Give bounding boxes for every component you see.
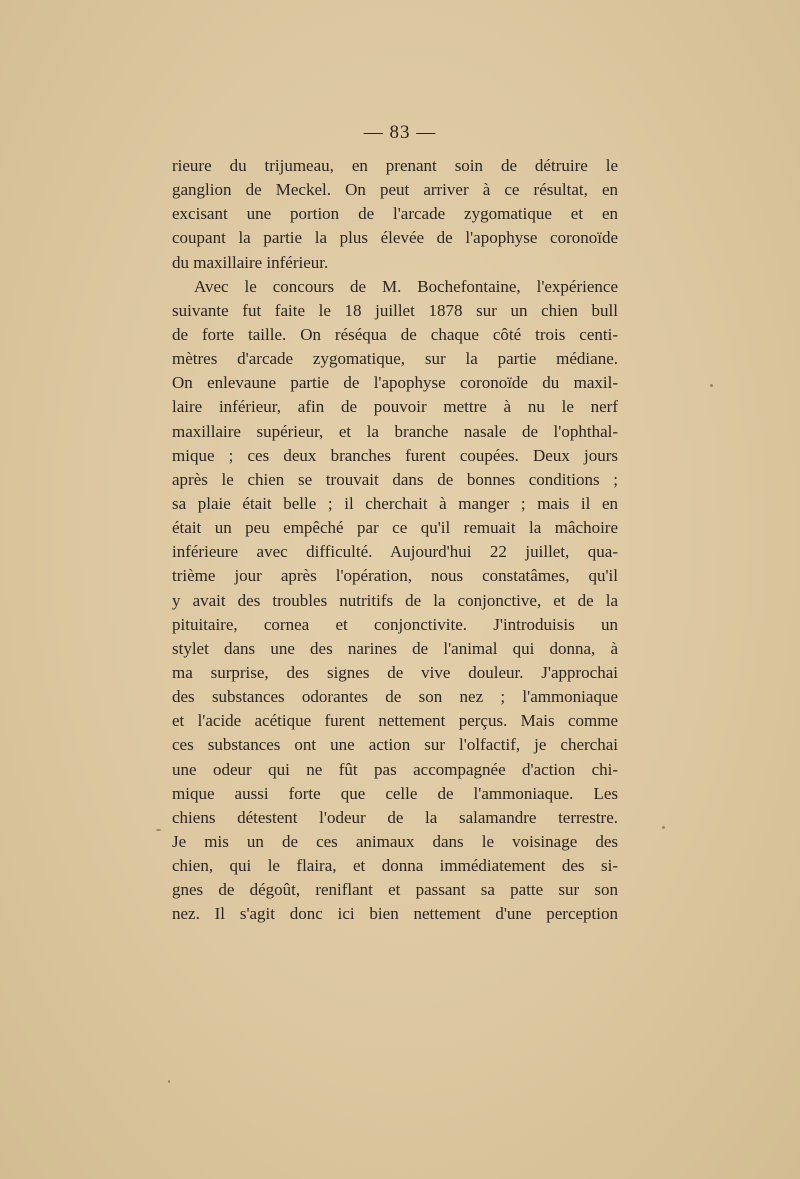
text-line: coupant la partie la plus élevée de l'apophyse coronoïde: [172, 228, 618, 248]
text-line: ces substances ont une action sur l'olfactif, je cherchai: [172, 735, 618, 755]
text-line: chien, qui le flaira, et donna immédiatement des si-: [172, 856, 618, 876]
text-line: Avec le concours de M. Bochefontaine, l'expérience: [194, 276, 618, 296]
text-line: de forte taille. On réséqua de chaque côté trois centi-: [172, 324, 618, 344]
text-line: ganglion de Meckel. On peut arriver à ce résultat, en: [172, 180, 618, 200]
page-number: — 83 —: [363, 122, 437, 143]
text-line: laire inférieur, afin de pouvoir mettre à nu le nerf: [172, 397, 618, 417]
text-line: trième jour après l'opération, nous constatâmes, qu'il: [172, 566, 618, 586]
text-line: Je mis un de ces animaux dans le voisinage des: [172, 831, 618, 851]
text-line: après le chien se trouvait dans de bonnes conditions ;: [172, 469, 618, 489]
text-line: du maxillaire inférieur.: [172, 252, 329, 272]
text-line: On enlevaune partie de l'apophyse coronoïde du maxil-: [172, 373, 618, 393]
text-line: était un peu empêché par ce qu'il remuait la mâchoire: [172, 518, 618, 538]
body-text: [172, 154, 618, 927]
text-line: chiens détestent l'odeur de la salamandre terrestre.: [172, 807, 618, 827]
text-line: pituitaire, cornea et conjonctivite. J'introduisis un: [172, 614, 618, 634]
text-line: nez. Il s'agit donc ici bien nettement d'une perception: [172, 904, 618, 924]
text-line: ma surprise, des signes de vive douleur. J'approchai: [172, 662, 618, 682]
text-line: mètres d'arcade zygomatique, sur la partie médiane.: [172, 349, 618, 369]
text-line: gnes de dégoût, reniflant et passant sa patte sur son: [172, 880, 618, 900]
text-line: y avait des troubles nutritifs de la conjonctive, et de la: [172, 590, 618, 610]
paper-speck: [662, 826, 665, 829]
text-line: mique ; ces deux branches furent coupées. Deux jours: [172, 445, 618, 465]
text-line: inférieure avec difficulté. Aujourd'hui 22 juillet, qua-: [172, 542, 618, 562]
text-line: suivante fut faite le 18 juillet 1878 sur un chien bull: [172, 300, 618, 320]
text-line: mique aussi forte que celle de l'ammoniaque. Les: [172, 783, 618, 803]
text-line: des substances odorantes de son nez ; l'ammoniaque: [172, 687, 618, 707]
text-line: et l'acide acétique furent nettement perçus. Mais comme: [172, 711, 618, 731]
paper-speck: [168, 1080, 170, 1083]
paper-speck: [710, 384, 713, 387]
text-line: stylet dans une des narines de l'animal qui donna, à: [172, 638, 618, 658]
paper-speck: [156, 829, 161, 831]
text-line: maxillaire supérieur, et la branche nasale de l'ophthal-: [172, 421, 618, 441]
text-line: excisant une portion de l'arcade zygomatique et en: [172, 204, 618, 224]
text-line: sa plaie était belle ; il cherchait à manger ; mais il en: [172, 493, 618, 513]
text-line: une odeur qui ne fût pas accompagnée d'action chi-: [172, 759, 618, 779]
text-line: rieure du trijumeau, en prenant soin de détruire le: [172, 156, 618, 175]
